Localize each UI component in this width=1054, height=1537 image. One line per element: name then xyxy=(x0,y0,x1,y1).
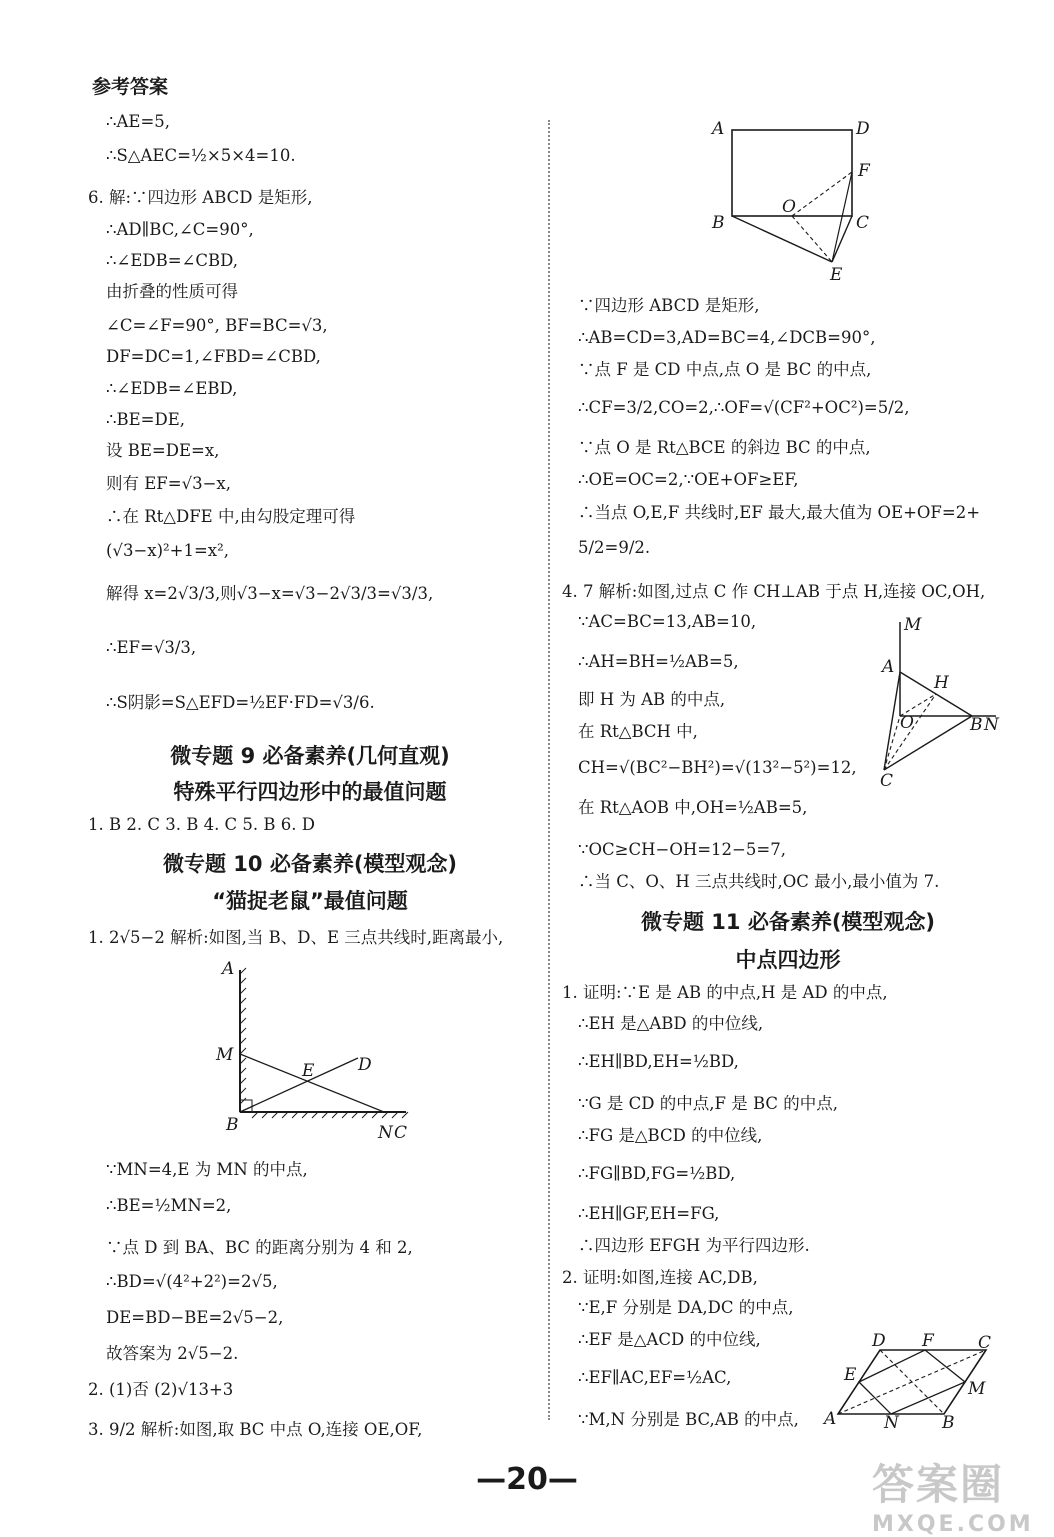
watermark-url-text: MXQE.COM xyxy=(872,1512,1034,1537)
rect-label-b: B xyxy=(712,213,725,233)
left-line-11: 则有 EF=√3−x, xyxy=(106,474,231,493)
para-label-f: F xyxy=(922,1331,934,1351)
rect-label-f: F xyxy=(858,161,870,181)
right-line-17: 1. 证明:∵E 是 AB 的中点,H 是 AD 的中点, xyxy=(562,983,888,1002)
right-line-13: CH=√(BC²−BH²)=√(13²−5²)=12, xyxy=(578,758,857,777)
page-header-title: 参考答案 xyxy=(92,76,169,98)
right-line-7: 5/2=9/2. xyxy=(578,538,651,557)
right-line-3: ∴CF=3/2,CO=2,∴OF=√(CF²+OC²)=5/2, xyxy=(578,398,910,417)
left-line-7: DF=DC=1,∠FBD=∠CBD, xyxy=(106,347,321,366)
left-line-25: 2. (1)否 (2)√13+3 xyxy=(88,1380,234,1399)
left-line-26: 3. 9/2 解析:如图,取 BC 中点 O,连接 OE,OF, xyxy=(88,1420,423,1439)
right-line-8: 4. 7 解析:如图,过点 C 作 CH⊥AB 于点 H,连接 OC,OH, xyxy=(562,582,986,601)
rect-label-e: E xyxy=(830,265,843,285)
section-9-subtitle: 特殊平行四边形中的最值问题 xyxy=(173,780,447,804)
para-label-e: E xyxy=(844,1365,857,1385)
section-10-subtitle: “猫捉老鼠”最值问题 xyxy=(212,889,408,913)
right-line-22: ∴FG∥BD,FG=½BD, xyxy=(578,1164,736,1183)
wall-label-n: N xyxy=(378,1123,393,1143)
right-line-4: ∵点 O 是 Rt△BCE 的斜边 BC 的中点, xyxy=(578,438,871,457)
left-line-22: ∴BD=√(4²+2²)=2√5, xyxy=(106,1272,278,1291)
right-line-29: ∵M,N 分别是 BC,AB 的中点, xyxy=(578,1410,799,1429)
right-line-1: ∴AB=CD=3,AD=BC=4,∠DCB=90°, xyxy=(578,328,876,347)
left-line-14: 解得 x=2√3/3,则√3−x=√3−2√3/3=√3/3, xyxy=(106,584,434,603)
wall-label-m: M xyxy=(216,1045,234,1065)
left-line-18: 1. 2√5−2 解析:如图,当 B、D、E 三点共线时,距离最小, xyxy=(88,928,504,947)
para-label-c: C xyxy=(978,1333,992,1353)
right-line-21: ∴FG 是△BCD 的中位线, xyxy=(578,1126,763,1145)
page-number: —20— xyxy=(476,1462,578,1497)
para-label-n: N xyxy=(884,1413,899,1428)
watermark-logo xyxy=(872,1452,1042,1537)
left-line-24: 故答案为 2√5−2. xyxy=(106,1344,239,1363)
section-11-subtitle: 中点四边形 xyxy=(735,948,841,972)
section-11-title: 微专题 11 必备素养(模型观念) xyxy=(640,910,936,934)
angle-label-b: B xyxy=(970,715,983,735)
figure-parallelogram-diagram xyxy=(820,1328,1000,1428)
right-line-5: ∴OE=OC=2,∵OE+OF≥EF, xyxy=(578,470,799,489)
rect-label-d: D xyxy=(856,119,870,139)
para-label-a: A xyxy=(824,1409,837,1428)
left-line-5: 由折叠的性质可得 xyxy=(106,282,238,301)
para-label-d: D xyxy=(872,1331,886,1351)
angle-label-n: N xyxy=(984,715,999,735)
left-line-19: ∵MN=4,E 为 MN 的中点, xyxy=(106,1160,308,1179)
wall-label-a: A xyxy=(222,959,235,979)
left-line-9: ∴BE=DE, xyxy=(106,410,186,429)
rect-label-a: A xyxy=(712,119,725,139)
figure-rectangle-diagram xyxy=(700,110,890,290)
left-line-8: ∴∠EDB=∠EBD, xyxy=(106,379,238,398)
para-label-b: B xyxy=(942,1413,955,1428)
wall-label-b: B xyxy=(226,1115,239,1135)
column-divider xyxy=(548,120,550,1420)
para-label-m: M xyxy=(968,1379,986,1399)
left-line-4: ∴∠EDB=∠CBD, xyxy=(106,251,239,270)
left-line-10: 设 BE=DE=x, xyxy=(106,441,220,460)
right-line-26: ∵E,F 分别是 DA,DC 的中点, xyxy=(578,1298,794,1317)
right-line-10: ∴AH=BH=½AB=5, xyxy=(578,652,739,671)
right-line-0: ∵四边形 ABCD 是矩形, xyxy=(578,296,760,315)
figure-wall-diagram xyxy=(200,950,420,1150)
wall-label-e: E xyxy=(302,1061,315,1081)
left-line-0: ∴AE=5, xyxy=(106,112,171,131)
left-line-3: ∴AD∥BC,∠C=90°, xyxy=(106,220,254,239)
right-line-15: ∵OC≥CH−OH=12−5=7, xyxy=(578,840,786,859)
right-line-19: ∴EH∥BD,EH=½BD, xyxy=(578,1052,739,1071)
right-line-2: ∵点 F 是 CD 中点,点 O 是 BC 的中点, xyxy=(578,360,872,379)
angle-label-c: C xyxy=(880,771,894,791)
left-line-1: ∴S△AEC=½×5×4=10. xyxy=(106,146,296,165)
angle-label-m: M xyxy=(904,615,922,635)
angle-label-a: A xyxy=(882,657,895,677)
right-line-20: ∵G 是 CD 的中点,F 是 BC 的中点, xyxy=(578,1094,838,1113)
right-line-14: 在 Rt△AOB 中,OH=½AB=5, xyxy=(578,798,808,817)
right-line-24: ∴四边形 EFGH 为平行四边形. xyxy=(578,1236,810,1255)
right-line-11: 即 H 为 AB 的中点, xyxy=(578,690,726,709)
right-line-9: ∵AC=BC=13,AB=10, xyxy=(578,612,757,631)
figure-angle-diagram xyxy=(872,612,1022,792)
angle-label-o: O xyxy=(900,713,914,733)
section-9-title: 微专题 9 必备素养(几何直观) xyxy=(170,744,450,768)
right-line-16: ∴当 C、O、H 三点共线时,OC 最小,最小值为 7. xyxy=(578,872,940,891)
left-line-16: ∴S阴影=S△EFD=½EF·FD=√3/6. xyxy=(106,693,375,712)
left-line-21: ∵点 D 到 BA、BC 的距离分别为 4 和 2, xyxy=(106,1238,413,1257)
left-line-15: ∴EF=√3/3, xyxy=(106,638,197,657)
right-line-28: ∴EF∥AC,EF=½AC, xyxy=(578,1368,732,1387)
right-line-23: ∴EH∥GF,EH=FG, xyxy=(578,1204,720,1223)
left-line-23: DE=BD−BE=2√5−2, xyxy=(106,1308,284,1327)
watermark-main-text: 答案圈 xyxy=(872,1460,1005,1509)
right-line-6: ∴当点 O,E,F 共线时,EF 最大,最大值为 OE+OF=2+ xyxy=(578,503,981,522)
rect-label-c: C xyxy=(856,213,870,233)
right-line-27: ∴EF 是△ACD 的中位线, xyxy=(578,1330,761,1349)
wall-label-d: D xyxy=(358,1055,372,1075)
left-line-2: 6. 解:∵四边形 ABCD 是矩形, xyxy=(88,188,313,207)
left-line-17: 1. B 2. C 3. B 4. C 5. B 6. D xyxy=(88,815,316,834)
left-line-6: ∠C=∠F=90°, BF=BC=√3, xyxy=(106,316,328,335)
left-line-20: ∴BE=½MN=2, xyxy=(106,1196,232,1215)
section-10-title: 微专题 10 必备素养(模型观念) xyxy=(162,852,458,876)
left-line-12: ∴在 Rt△DFE 中,由勾股定理可得 xyxy=(106,507,356,526)
right-line-18: ∴EH 是△ABD 的中位线, xyxy=(578,1014,764,1033)
angle-label-h: H xyxy=(934,673,949,693)
left-line-13: (√3−x)²+1=x², xyxy=(106,541,229,560)
wall-label-c: C xyxy=(394,1123,408,1143)
right-line-25: 2. 证明:如图,连接 AC,DB, xyxy=(562,1268,758,1287)
right-line-12: 在 Rt△BCH 中, xyxy=(578,722,698,741)
rect-label-o: O xyxy=(782,197,796,217)
